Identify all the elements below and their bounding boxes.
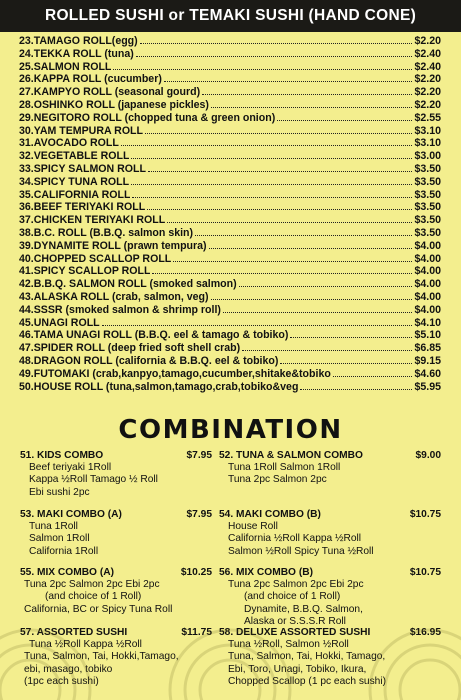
- menu-item-row: [19, 278, 441, 291]
- menu-item-name: 28.OSHINKO ROLL (japanese pickles): [19, 98, 209, 111]
- dot-leader: [209, 248, 413, 249]
- dot-leader: [102, 325, 413, 326]
- menu-item-price: $3.50: [414, 226, 441, 239]
- menu-item-name: 38.B.C. ROLL (B.B.Q. salmon skin): [19, 226, 194, 239]
- menu-item-row: [19, 253, 441, 266]
- combo-price: $10.75: [409, 567, 441, 578]
- dot-leader: [152, 273, 412, 274]
- menu-item-price: $4.60: [414, 367, 441, 380]
- menu-item-price: $3.50: [414, 201, 441, 214]
- menu-item-price: $2.20: [414, 98, 441, 111]
- menu-item-row: [19, 137, 441, 150]
- combo-header: [20, 450, 212, 462]
- menu-item-price: $3.10: [414, 124, 441, 137]
- menu-item-name: 34.SPICY TUNA ROLL: [19, 175, 130, 188]
- combo-price: $7.95: [186, 509, 212, 520]
- menu-item-price: $3.50: [414, 188, 441, 201]
- menu-item-row: [19, 176, 441, 189]
- combo-detail-line: Kappa ½Roll Tamago ½ Roll: [29, 474, 158, 486]
- combo-price: $9.00: [415, 450, 441, 461]
- menu-item-price: $3.50: [414, 162, 441, 175]
- menu-item-row: [19, 112, 441, 125]
- combo-detail-line: Tuna 2pc Salmon 2pc: [228, 474, 327, 486]
- menu-item-name: 31.AVOCADO ROLL: [19, 137, 119, 150]
- menu-item-name: 32.VEGETABLE ROLL: [19, 150, 130, 163]
- menu-item-row: [19, 304, 441, 317]
- menu-item-name: 46.TAMA UNAGI ROLL (B.B.Q. eel & tamago & tobiko): [19, 329, 289, 342]
- menu-item-price: $5.95: [414, 380, 441, 393]
- menu-item-price: $2.20: [414, 35, 441, 47]
- combination-heading: COMBINATION: [118, 415, 343, 445]
- menu-item-name: 25.SALMON ROLL: [19, 60, 112, 73]
- combo-price: $10.25: [180, 567, 212, 578]
- menu-item-name: 37.CHICKEN TERIYAKI ROLL: [19, 214, 166, 227]
- combo-price: $16.95: [409, 627, 441, 638]
- menu-item-name: 49.FUTOMAKI (crab,kanpyo,tamago,cucumber,shitake&tobiko: [19, 367, 331, 380]
- menu-item-price: $4.10: [414, 316, 441, 329]
- combo-title: 55. MIX COMBO (A): [20, 567, 114, 578]
- dot-leader: [239, 286, 413, 287]
- combo-title: 58. DELUXE ASSORTED SUSHI: [219, 627, 371, 638]
- menu-item-price: $5.10: [414, 329, 441, 342]
- menu-item-price: $3.00: [414, 150, 441, 163]
- combo-price: $10.75: [409, 509, 441, 520]
- combo-price: $11.75: [181, 627, 212, 638]
- menu-item-row: [19, 368, 441, 381]
- menu-item-row: [19, 61, 441, 74]
- combo-title: 51. KIDS COMBO: [20, 450, 104, 461]
- combo-header: [219, 567, 441, 579]
- menu-item-row: [19, 317, 441, 330]
- menu-item-name: 40.CHOPPED SCALLOP ROLL: [19, 252, 172, 265]
- menu-item-name: 30.YAM TEMPURA ROLL: [19, 124, 143, 137]
- combo-55-mix-a: [20, 567, 212, 616]
- combo-57-assorted: [20, 627, 212, 688]
- combo-header: [20, 567, 212, 579]
- combo-detail-line: Salmon ½Roll Spicy Tuna ½Roll: [228, 545, 374, 557]
- menu-item-row: [19, 163, 441, 176]
- dot-leader: [167, 222, 412, 223]
- combo-detail-line: (1pc each sushi): [24, 675, 99, 687]
- combo-detail-line: Tuna, Salmon, Tai, Hokki, Tamago,: [228, 651, 386, 663]
- combo-detail-line: (and choice of 1 Roll): [244, 591, 341, 603]
- menu-item-name: 47.SPIDER ROLL (deep fried soft shell crab): [19, 342, 241, 355]
- section-title-rolled-sushi: ROLLED SUSHI or TEMAKI SUSHI (HAND CONE): [44, 7, 417, 24]
- combo-price: $7.95: [186, 450, 212, 461]
- combo-title: 57. ASSORTED SUSHI: [20, 627, 128, 638]
- menu-item-price: $4.00: [414, 278, 441, 291]
- combo-detail-line: Dynamite, B.B.Q. Salmon,: [244, 603, 363, 615]
- combo-52-tuna-salmon: [219, 450, 441, 487]
- combo-detail-line: Ebi, Toro, Unagi, Tobiko, Ikura,: [228, 663, 367, 675]
- combo-title: 56. MIX COMBO (B): [219, 567, 313, 578]
- menu-item-price: $4.00: [414, 252, 441, 265]
- dot-leader: [173, 261, 412, 262]
- menu-item-row: [19, 214, 441, 227]
- dot-leader: [164, 81, 413, 82]
- dot-leader: [131, 158, 412, 159]
- menu-item-price: $4.00: [414, 265, 441, 278]
- dot-leader: [131, 184, 412, 185]
- dot-leader: [132, 197, 412, 198]
- menu-item-row: [19, 99, 441, 112]
- dot-leader: [223, 312, 413, 313]
- combo-detail-line: California 1Roll: [29, 545, 99, 557]
- combo-detail-line: Ebi sushi 2pc: [29, 486, 90, 498]
- menu-item-name: 29.NEGITORO ROLL (chopped tuna & green onion): [19, 111, 276, 124]
- combo-detail-line: Tuna 2pc Salmon 2pc Ebi 2pc: [24, 579, 160, 591]
- menu-item-price: $2.20: [414, 86, 441, 99]
- dot-leader: [136, 56, 413, 57]
- menu-item-name: 48.DRAGON ROLL (california & B.B.Q. eel & tobiko): [19, 354, 279, 367]
- menu-item-price: $3.50: [414, 214, 441, 227]
- menu-item-row: [19, 240, 441, 253]
- menu-item-price: $2.40: [414, 60, 441, 73]
- menu-item-row: [19, 291, 441, 304]
- dot-leader: [211, 299, 413, 300]
- menu-item-price: $3.10: [414, 137, 441, 150]
- dot-leader: [195, 235, 412, 236]
- menu-item-name: 35.CALIFORNIA ROLL: [19, 188, 131, 201]
- combo-title: 54. MAKI COMBO (B): [219, 509, 321, 520]
- combo-detail-line: Tuna 2pc Salmon 2pc Ebi 2pc: [228, 579, 364, 591]
- combo-title: 53. MAKI COMBO (A): [20, 509, 122, 520]
- combo-58-deluxe-assorted: [219, 627, 441, 688]
- combo-detail-line: Tuna ½Roll Kappa ½Roll: [29, 639, 142, 651]
- combo-detail-line: Chopped Scallop (1 pc each sushi): [228, 675, 387, 687]
- dot-leader: [147, 209, 412, 210]
- header-band: [0, 0, 461, 32]
- menu-item-price: $3.50: [414, 175, 441, 188]
- menu-item-price: $4.00: [414, 303, 441, 316]
- menu-item-name: 43.ALASKA ROLL (crab, salmon, veg): [19, 290, 209, 303]
- menu-item-row: [19, 342, 441, 355]
- combo-header: [20, 509, 212, 521]
- menu-item-name: 41.SPICY SCALLOP ROLL: [19, 265, 151, 278]
- combo-detail-line: Tuna 1Roll: [29, 521, 78, 533]
- dot-leader: [300, 389, 412, 390]
- combo-detail-line: Tuna 1Roll Salmon 1Roll: [228, 462, 341, 474]
- menu-item-name: 39.DYNAMITE ROLL (prawn tempura): [19, 239, 207, 252]
- menu-item-name: 27.KAMPYO ROLL (seasonal gourd): [19, 86, 201, 99]
- dot-leader: [145, 133, 412, 134]
- menu-item-name: 33.SPICY SALMON ROLL: [19, 162, 146, 175]
- menu-item-price: $6.85: [414, 342, 441, 355]
- menu-item-row: [19, 73, 441, 86]
- combo-56-mix-b: [219, 567, 441, 628]
- menu-item-row: [19, 125, 441, 138]
- menu-item-row: [19, 86, 441, 99]
- menu-item-price: $2.20: [414, 73, 441, 86]
- menu-item-row: [19, 265, 441, 278]
- menu-item-price: $4.00: [414, 290, 441, 303]
- combo-detail-line: Beef teriyaki 1Roll: [29, 462, 112, 474]
- dot-leader: [121, 145, 413, 146]
- combo-detail-line: California ½Roll Kappa ½Roll: [228, 533, 362, 545]
- combo-detail-line: House Roll: [228, 521, 278, 533]
- combo-header: [20, 627, 212, 639]
- dot-leader: [333, 376, 413, 377]
- dot-leader: [277, 120, 412, 121]
- menu-item-name: 50.HOUSE ROLL (tuna,salmon,tamago,crab,tobiko&veg: [19, 380, 299, 393]
- dot-leader: [202, 94, 412, 95]
- combo-53-maki-a: [20, 509, 212, 558]
- menu-item-row: [19, 150, 441, 163]
- menu-item-row: [19, 355, 441, 368]
- dot-leader: [280, 363, 412, 364]
- menu-item-name: 45.UNAGI ROLL: [19, 316, 100, 329]
- menu-item-price: $9.15: [414, 354, 441, 367]
- menu-item-row: [19, 48, 441, 61]
- combo-detail-line: Tuna, Salmon, Tai, Hokki,Tamago,: [24, 651, 179, 663]
- menu-item-row: [19, 381, 441, 394]
- rolled-sushi-list: [19, 35, 441, 393]
- combo-detail-line: Alaska or S.S.S.R Roll: [244, 615, 346, 627]
- combo-header: [219, 509, 441, 521]
- menu-item-row: [19, 35, 441, 48]
- menu-item-name: 24.TEKKA ROLL (tuna): [19, 47, 134, 60]
- combo-header: [219, 450, 441, 462]
- combo-detail-line: ebi, masago, tobiko: [24, 663, 113, 675]
- menu-item-price: $2.40: [414, 47, 441, 60]
- combo-detail-line: (and choice of 1 Roll): [45, 591, 142, 603]
- combo-detail-line: Tuna ½Roll, Salmon ½Roll: [228, 639, 349, 651]
- combo-title: 52. TUNA & SALMON COMBO: [219, 450, 363, 461]
- menu-item-name: 44.SSSR (smoked salmon & shrimp roll): [19, 303, 221, 316]
- dot-leader: [290, 337, 412, 338]
- combo-header: [219, 627, 441, 639]
- menu-item-row: [19, 189, 441, 202]
- menu-item-row: [19, 329, 441, 342]
- menu-item-row: [19, 227, 441, 240]
- menu-item-name: 26.KAPPA ROLL (cucumber): [19, 73, 162, 86]
- menu-item-name: 42.B.B.Q. SALMON ROLL (smoked salmon): [19, 278, 237, 291]
- menu-item-price: $2.55: [414, 111, 441, 124]
- combo-detail-line: California, BC or Spicy Tuna Roll: [24, 603, 173, 615]
- menu-item-name: 36.BEEF TERIYAKI ROLL: [19, 201, 146, 214]
- combo-54-maki-b: [219, 509, 441, 558]
- combo-detail-line: Salmon 1Roll: [29, 533, 90, 545]
- menu-item-price: $4.00: [414, 239, 441, 252]
- dot-leader: [211, 107, 413, 108]
- dot-leader: [140, 43, 413, 44]
- dot-leader: [242, 350, 412, 351]
- dot-leader: [113, 69, 412, 70]
- menu-item-row: [19, 201, 441, 214]
- dot-leader: [148, 171, 413, 172]
- combo-51-kids: [20, 450, 212, 499]
- menu-item-name: 23.TAMAGO ROLL(egg): [19, 35, 138, 47]
